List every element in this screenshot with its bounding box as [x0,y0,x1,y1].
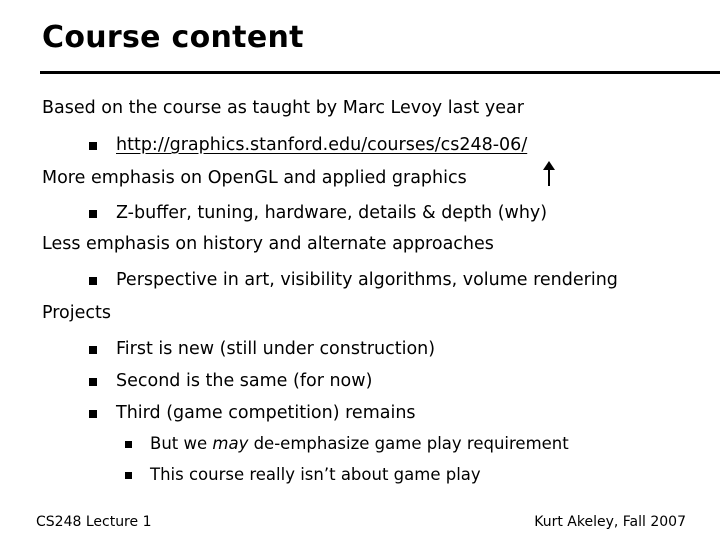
bullet-level2: Z-buffer, tuning, hardware, details & depth (why) [116,203,548,223]
bullet-square-icon [89,346,97,354]
bullet-square-icon [125,472,132,479]
bullet-level3: This course really isn’t about game play [150,465,481,484]
bullet-level1: Less emphasis on history and alternate approaches [42,234,494,254]
footer-left: CS248 Lecture 1 [36,514,152,530]
bullet-level1: Projects [42,303,111,323]
bullet-square-icon [89,410,97,418]
bullet-level2: Second is the same (for now) [116,371,373,391]
bullet-text-end: de-emphasize game play requirement [248,434,569,453]
bullet-level2: First is new (still under construction) [116,339,436,359]
up-arrow-icon [542,161,556,187]
bullet-square-icon [89,210,97,218]
title-underline [40,71,720,74]
bullet-text-start: But we [150,434,213,453]
footer-right: Kurt Akeley, Fall 2007 [534,514,686,530]
bullet-square-icon [89,142,97,150]
bullet-square-icon [89,378,97,386]
bullet-level2: Third (game competition) remains [116,403,416,423]
emphasis-may: may [212,434,249,453]
slide-title: Course content [42,20,304,55]
bullet-level3 [150,433,569,455]
bullet-level1: More emphasis on OpenGL and applied graphics [42,168,467,188]
bullet-level1: Based on the course as taught by Marc Levoy last year [42,98,524,118]
bullet-square-icon [89,277,97,285]
bullet-level2: Perspective in art, visibility algorithms, volume rendering [116,270,618,290]
bullet-square-icon [125,441,132,448]
course-link[interactable]: http://graphics.stanford.edu/courses/cs248-06/ [116,135,528,155]
